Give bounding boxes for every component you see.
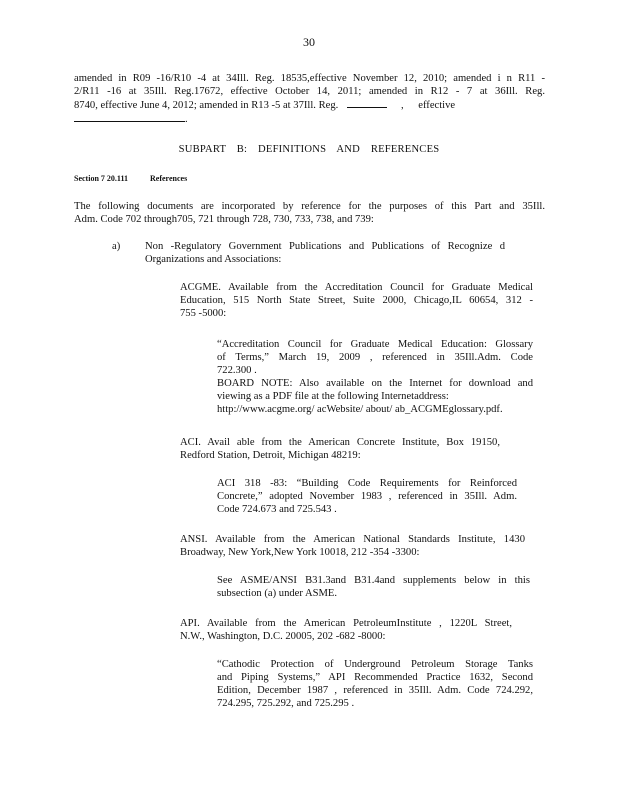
- api-ref-line-4: 724.295, 725.292, and 725.295 .: [217, 698, 355, 709]
- acgme-line-2: Education, 515 North State Street, Suite 2000, Chicago,IL 60654, 312 -: [180, 295, 533, 306]
- api-ref-line-2: and Piping Systems,” API Recommended Practice 1632, Second: [217, 672, 533, 683]
- item-a-line-2: Organizations and Associations:: [145, 254, 282, 265]
- ansi-ref-line-1: See ASME/ANSI B31.3and B31.4and supplements below in this: [217, 575, 530, 586]
- item-a-label: a): [112, 241, 121, 252]
- ansi-line-2: Broadway, New York,New York 10018, 212 -354 -3300:: [180, 547, 420, 558]
- acgme-note-url: http://www.acgme.org/ acWebsite/ about/ ab_ACGMEglossary.pdf.: [217, 404, 503, 415]
- ansi-line-1: ANSI. Available from the American National Standards Institute, 1430: [180, 534, 525, 545]
- blank-line: [347, 98, 387, 108]
- subpart-title: SUBPART B: DEFINITIONS AND REFERENCES: [178, 144, 440, 155]
- acgme-ref-line-3: 722.300 .: [217, 365, 257, 376]
- aci-ref-line-3: Code 724.673 and 725.543 .: [217, 504, 337, 515]
- api-line-1: API. Available from the American PetroleumInstitute , 1220L Street,: [180, 618, 512, 629]
- amendment-line-4: .: [74, 112, 545, 126]
- aci-ref-line-2: Concrete,” adopted November 1983 , referenced in 35Ill. Adm.: [217, 491, 517, 502]
- amendment-line-1: amended in R09 -16/R10 -4 at 34Ill. Reg. 18535,effective November 12, 2010; amended i n R11 -: [74, 73, 545, 84]
- api-ref-line-3: Edition, December 1987 , referenced in 35Ill. Adm. Code 724.292,: [217, 685, 533, 696]
- intro-line-2: Adm. Code 702 through705, 721 through 728, 730, 733, 738, and 739:: [74, 214, 374, 225]
- acgme-ref-line-1: “Accreditation Council for Graduate Medical Education: Glossary: [217, 339, 533, 350]
- acgme-entry: [180, 281, 533, 320]
- aci-line-1: ACI. Avail able from the American Concrete Institute, Box 19150,: [180, 437, 500, 448]
- amendment-line-3: 8740, effective June 4, 2012; amended in R13 -5 at 37Ill. Reg. , effective: [74, 100, 456, 111]
- acgme-note-line-1: BOARD NOTE: Also available on the Internet for download and: [217, 378, 533, 389]
- intro-paragraph: [74, 200, 545, 226]
- item-a-text: [145, 240, 505, 266]
- ansi-entry: [180, 533, 525, 559]
- acgme-ref-line-2: of Terms,” March 19, 2009 , referenced in 35Ill.Adm. Code: [217, 352, 533, 363]
- aci-line-2: Redford Station, Detroit, Michigan 48219:: [180, 450, 361, 461]
- ansi-ref-line-2: subsection (a) under ASME.: [217, 588, 338, 599]
- api-entry: [180, 617, 512, 643]
- aci-ref-line-1: ACI 318 -83: “Building Code Requirements for Reinforced: [217, 478, 517, 489]
- acgme-note-line-2: viewing as a PDF file at the following Internetaddress:: [217, 391, 449, 402]
- amendment-line-2: 2/R11 -16 at 35Ill. Reg.17672, effective October 14, 2011; amended in R12 - 7 at 36Ill. Reg.: [74, 86, 545, 97]
- acgme-line-1: ACGME. Available from the Accreditation Council for Graduate Medical: [180, 282, 533, 293]
- aci-entry: [180, 436, 500, 462]
- aci-reference: [217, 477, 517, 516]
- api-reference: [217, 658, 533, 710]
- amendment-history: [74, 72, 545, 126]
- acgme-reference: [217, 338, 533, 416]
- section-title: References: [150, 174, 188, 183]
- blank-line-date: [74, 112, 185, 122]
- section-heading: [74, 172, 209, 185]
- effective-label: effective: [418, 100, 456, 111]
- page-number: 30: [303, 35, 315, 49]
- section-number: Section 7 20.111: [74, 174, 129, 183]
- intro-line-1: The following documents are incorporated by reference for the purposes of this Part and 35Ill.: [74, 201, 545, 212]
- ansi-reference: [217, 574, 530, 600]
- item-a-line-1: Non -Regulatory Government Publications and Publications of Recognize d: [145, 241, 505, 252]
- acgme-line-3: 755 -5000:: [180, 308, 227, 319]
- api-line-2: N.W., Washington, D.C. 20005, 202 -682 -8000:: [180, 631, 386, 642]
- api-ref-line-1: “Cathodic Protection of Underground Petroleum Storage Tanks: [217, 659, 533, 670]
